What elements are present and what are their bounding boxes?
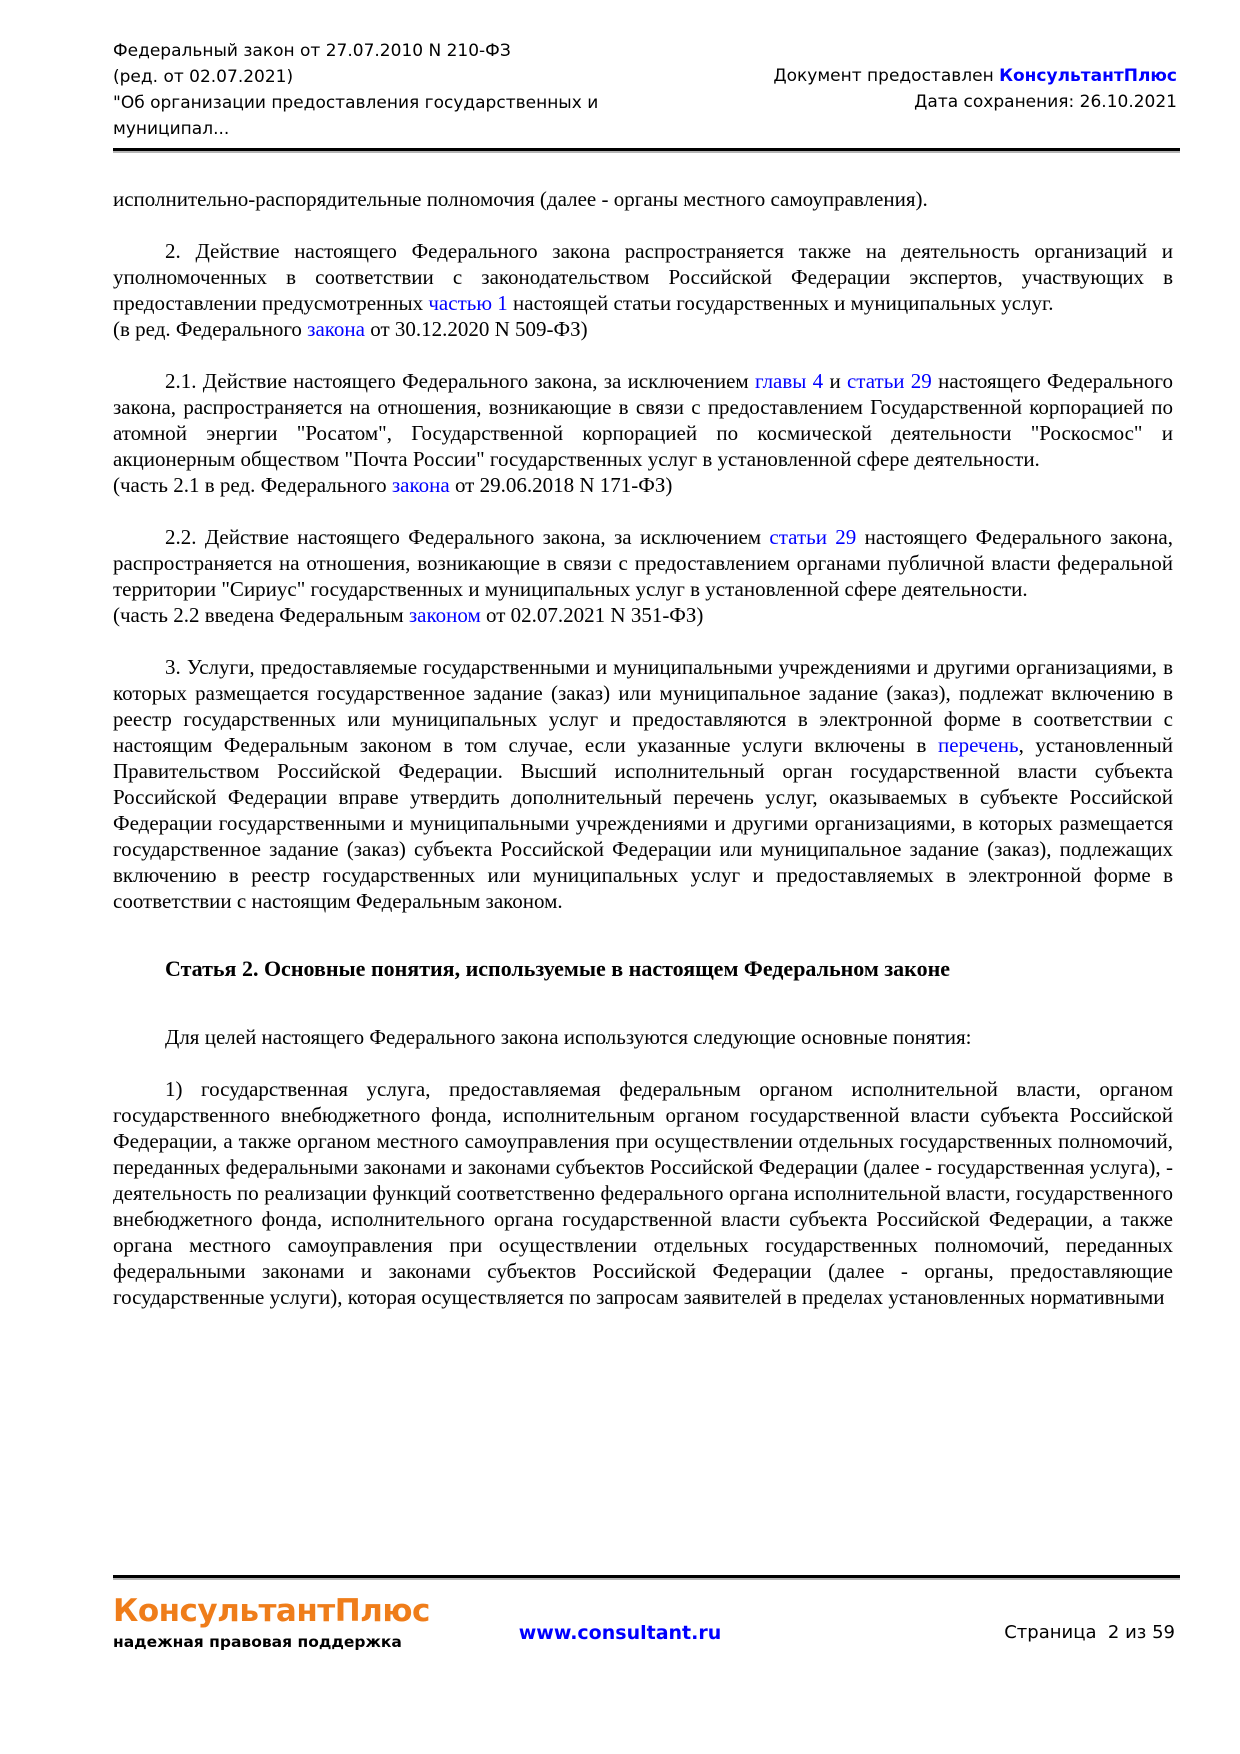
text-run: 3. Услуги, предоставляемые государственными и муниципальными учреждениями и другими организациями, в которых размещается государственное задание (заказ) или муниципальное задание (заказ), подлежат включению в реестр государственных или муниципальных услуг и предоставляются в электронной форме в соответствии с настоящим Федеральным законом в том случае, если указанные услуги включены в xyxy=(113,655,1173,757)
text-run: от 30.12.2020 N 509-ФЗ) xyxy=(364,317,588,341)
text-run: настоящего Федерального закона, распространяется на отношения, возникающие в связи с предоставлением органами публичной власти федеральной территории "Сириус" государственных и муниципальных услуг в установленной сфере деятельности. xyxy=(113,525,1173,601)
provided-by-label: Документ предоставлен xyxy=(773,66,1000,86)
text-run: настоящего Федерального закона, распространяется на отношения, возникающие в связи с предоставлением Государственной корпорацией по атомной энергии "Росатом", Государственной корпорацией по космической деятельности "Роскосмос" и акционерным обществом "Почта России" государственных услуг в установленной сфере деятельности. xyxy=(113,369,1173,471)
brand-tagline: надежная правовая поддержка xyxy=(113,1633,402,1651)
text-run: от 29.06.2018 N 171-ФЗ) xyxy=(449,473,673,497)
document-title-line: Федеральный закон от 27.07.2010 N 210-ФЗ xyxy=(113,41,511,61)
inline-link[interactable]: законом xyxy=(408,603,481,627)
document-title-line: муниципал... xyxy=(113,119,230,139)
body-paragraph xyxy=(113,368,1173,472)
text-run: (часть 2.2 введена Федеральным xyxy=(113,603,409,627)
text-run: 1) государственная услуга, предоставляемая федеральным органом исполнительной власти, органом государственного внебюджетного фонда, исполнительным органом государственной власти субъекта Российской Федерации, а также органом местного самоуправления при осуществлении отдельных государственных полномочий, переданных федеральными законами и законами субъектов Российской Федерации (далее - государственная услуга), - деятельность по реализации функций соответственно федерального органа исполнительной власти, государственного внебюджетного фонда, исполнительного органа государственной власти субъекта Российской Федерации, а также органа местного самоуправления при осуществлении отдельных государственных полномочий, переданных федеральными законами и законами субъектов Российской Федерации (далее - органы, предоставляющие государственные услуги), которая осуществляется по запросам заявителей в пределах установленных нормативными xyxy=(113,1077,1173,1309)
provided-by-line xyxy=(773,63,1177,89)
amendment-note xyxy=(113,316,1173,342)
body-paragraph xyxy=(113,1076,1173,1310)
body-paragraph xyxy=(113,186,1173,212)
document-title xyxy=(113,38,598,142)
document-title-line: "Об организации предоставления государственных и xyxy=(113,93,599,113)
inline-link[interactable]: статьи 29 xyxy=(769,525,857,549)
consultantplus-brand xyxy=(113,1594,430,1652)
page-footer xyxy=(0,1594,1240,1684)
inline-link[interactable]: главы 4 xyxy=(755,369,824,393)
text-run: Для целей настоящего Федерального закона используются следующие основные понятия: xyxy=(165,1025,972,1049)
text-run: (часть 2.1 в ред. Федерального xyxy=(113,473,392,497)
section-heading xyxy=(113,954,1173,984)
text-run: настоящей статьи государственных и муниципальных услуг. xyxy=(507,291,1054,315)
text-run: от 02.07.2021 N 351-ФЗ) xyxy=(480,603,704,627)
text-run: , установленный Правительством Российской Федерации. Высший исполнительный орган государственной власти субъекта Российской Федерации вправе утвердить дополнительный перечень услуг, оказываемых в субъекте Российской Федерации государственными и муниципальными учреждениями и другими организациями, в которых размещается государственное задание (заказ) субъекта Российской Федерации или муниципальное задание (заказ), подлежащих включению в реестр государственных или муниципальных услуг и предоставляемых в электронной форме в соответствии с настоящим Федеральным законом. xyxy=(113,733,1173,913)
header-meta xyxy=(773,63,1177,115)
text-run: исполнительно-распорядительные полномочия (далее - органы местного самоуправления). xyxy=(113,187,928,211)
text-run: Статья 2. Основные понятия, используемые в настоящем Федеральном законе xyxy=(165,956,951,981)
text-run: (в ред. Федерального xyxy=(113,317,308,341)
inline-link[interactable]: частью 1 xyxy=(428,291,508,315)
amendment-note xyxy=(113,602,1173,628)
inline-link[interactable]: закона xyxy=(391,473,450,497)
header-divider xyxy=(113,148,1180,151)
consultant-site-link[interactable]: www.consultant.ru xyxy=(518,1622,722,1644)
save-date: Дата сохранения: 26.10.2021 xyxy=(914,92,1177,112)
document-body xyxy=(113,186,1173,1572)
body-paragraph xyxy=(113,654,1173,914)
page-number: Страница 2 из 59 xyxy=(1004,1622,1175,1643)
inline-link[interactable]: закона xyxy=(307,317,365,341)
document-title-line: (ред. от 02.07.2021) xyxy=(113,67,294,87)
body-paragraph xyxy=(113,524,1173,602)
text-run: 2.2. Действие настоящего Федерального закона, за исключением xyxy=(165,525,770,549)
text-run: 2.1. Действие настоящего Федерального закона, за исключением xyxy=(165,369,756,393)
amendment-note xyxy=(113,472,1173,498)
text-run: и xyxy=(823,369,847,393)
consultantplus-link[interactable]: КонсультантПлюс xyxy=(999,66,1177,86)
body-paragraph xyxy=(113,238,1173,316)
consultantplus-logo: КонсультантПлюс xyxy=(113,1593,430,1629)
inline-link[interactable]: перечень xyxy=(938,733,1019,757)
inline-link[interactable]: статьи 29 xyxy=(846,369,932,393)
body-paragraph xyxy=(113,1024,1173,1050)
footer-divider xyxy=(113,1575,1180,1578)
text-run: 2. Действие настоящего Федерального закона распространяется также на деятельность организаций и уполномоченных в соответствии с законодательством Российской Федерации экспертов, участвующих в предоставлении предусмотренных xyxy=(113,239,1173,315)
